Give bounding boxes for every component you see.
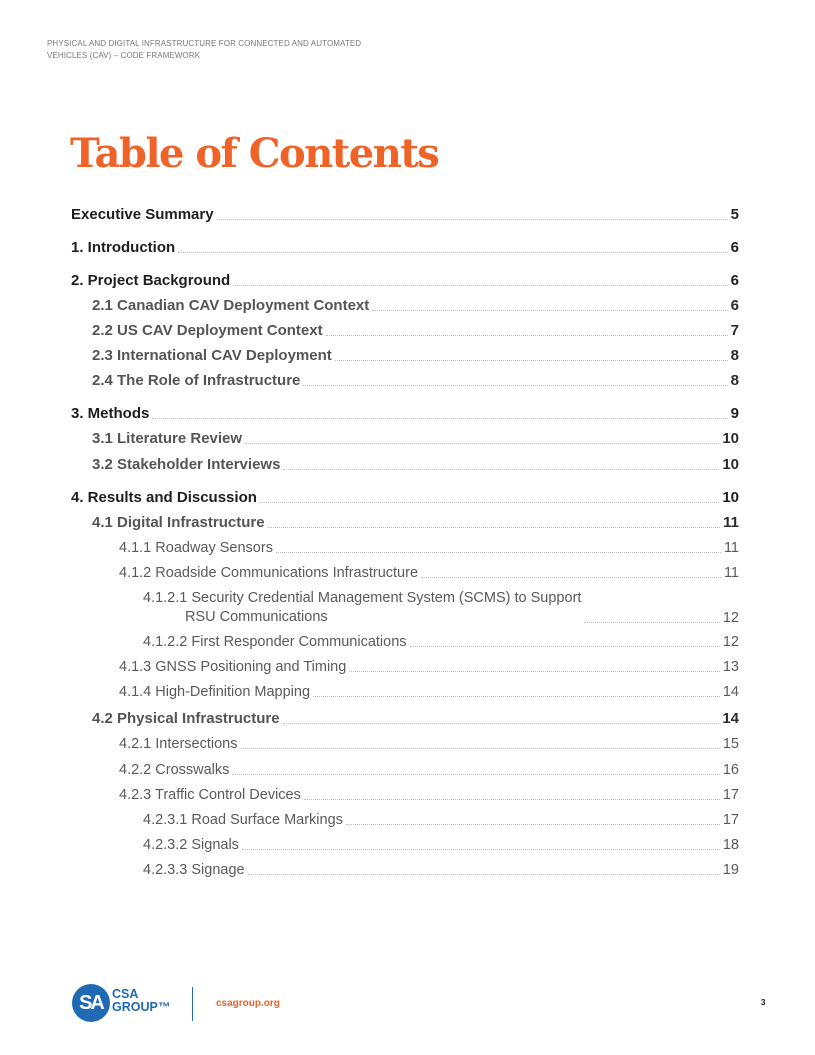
- toc-entry-label: 4.2.2 Crosswalks: [119, 762, 230, 778]
- toc-entry-label: 3. Methods: [71, 405, 150, 422]
- csa-logo-icon: [72, 984, 110, 1022]
- toc-entry-label: 4.1.4 High-Definition Mapping: [119, 684, 311, 700]
- toc-entry-international-cav[interactable]: [71, 347, 739, 365]
- toc-entry-project-background[interactable]: [71, 272, 739, 290]
- csa-group-logo: [72, 984, 172, 1026]
- toc-entry-page: 7: [730, 322, 739, 339]
- website-link[interactable]: csagroup.org: [216, 998, 280, 1009]
- toc-entry-label: 4.1.1 Roadway Sensors: [119, 540, 273, 556]
- toc-entry-page: 14: [722, 684, 739, 700]
- toc-entry-page: 8: [730, 347, 739, 364]
- dot-leader: [326, 334, 728, 336]
- toc-entry-label: [143, 589, 581, 627]
- toc-entry-physical-infrastructure[interactable]: [71, 710, 739, 728]
- toc-entry-label: 3.1 Literature Review: [92, 430, 243, 447]
- toc-entry-results-discussion[interactable]: [71, 489, 739, 507]
- toc-entry-label: 2.1 Canadian CAV Deployment Context: [92, 297, 370, 314]
- toc-entry-label: 3.2 Stakeholder Interviews: [92, 456, 281, 473]
- toc-entry-page: 16: [722, 762, 739, 778]
- toc-entry-page: 10: [722, 430, 739, 447]
- page-number: 3: [761, 998, 766, 1007]
- toc-entry-page: 8: [730, 372, 739, 389]
- dot-leader: [242, 848, 720, 850]
- toc-entry-label: 4.1.3 GNSS Positioning and Timing: [119, 659, 347, 675]
- toc-entry-page: 9: [730, 405, 739, 422]
- toc-entry-intersections[interactable]: [71, 735, 739, 753]
- footer-divider: [192, 987, 193, 1021]
- dot-leader: [276, 551, 721, 553]
- dot-leader: [152, 417, 727, 419]
- dot-leader: [283, 722, 720, 724]
- toc-entry-page: 11: [723, 540, 739, 556]
- toc-entry-label: 2.3 International CAV Deployment: [92, 347, 332, 364]
- toc-entry-page: 13: [722, 659, 739, 675]
- toc-entry-digital-infrastructure[interactable]: [71, 514, 739, 532]
- toc-entry-road-surface-markings[interactable]: [71, 811, 739, 829]
- toc-entry-page: 5: [730, 206, 739, 223]
- dot-leader: [233, 284, 727, 286]
- toc-entry-us-cav[interactable]: [71, 322, 739, 340]
- toc-entry-label: 2. Project Background: [71, 272, 231, 289]
- toc-entry-label: 4.2.3 Traffic Control Devices: [119, 787, 301, 803]
- toc-entry-role-of-infrastructure[interactable]: [71, 372, 739, 390]
- dot-leader: [303, 384, 727, 386]
- dot-leader: [268, 526, 721, 528]
- toc-entry-label: 4.2 Physical Infrastructure: [92, 710, 280, 727]
- dot-leader: [410, 645, 720, 647]
- csa-logo-text-line1: CSA: [112, 987, 139, 1001]
- toc-entry-page: 12: [722, 610, 739, 626]
- running-header: [47, 38, 447, 62]
- toc-entry-signals[interactable]: [71, 836, 739, 854]
- toc-entry-page: 17: [722, 812, 739, 828]
- toc-entry-traffic-control[interactable]: [71, 786, 739, 804]
- toc-entry-label: 1. Introduction: [71, 239, 176, 256]
- toc-entry-page: 11: [723, 514, 739, 531]
- toc-entry-label-line2: RSU Communications: [185, 609, 328, 625]
- toc-entry-roadside-communications[interactable]: [71, 564, 739, 582]
- dot-leader: [313, 695, 720, 697]
- toc-entry-page: 6: [730, 272, 739, 289]
- toc-entry-hd-mapping[interactable]: [71, 683, 739, 701]
- toc-entry-introduction[interactable]: [71, 239, 739, 257]
- toc-entry-label: 4.2.1 Intersections: [119, 736, 238, 752]
- toc-entry-page: 6: [730, 297, 739, 314]
- toc-entry-first-responder[interactable]: [71, 633, 739, 651]
- dot-leader: [248, 873, 720, 875]
- toc-entry-page: 6: [730, 239, 739, 256]
- toc-entry-scms[interactable]: [71, 589, 739, 627]
- toc-entry-page: 14: [722, 710, 739, 727]
- toc-entry-label: 4.2.3.3 Signage: [143, 862, 245, 878]
- dot-leader: [421, 576, 721, 578]
- toc-entry-page: 10: [722, 456, 739, 473]
- toc-entry-label: 4.2.3.1 Road Surface Markings: [143, 812, 343, 828]
- dot-leader: [372, 309, 727, 311]
- toc-entry-page: 15: [722, 736, 739, 752]
- dot-leader: [283, 468, 719, 470]
- toc-entry-label: 4.1.2.2 First Responder Communications: [143, 634, 407, 650]
- toc-entry-label: 4.1 Digital Infrastructure: [92, 514, 265, 531]
- toc-entry-stakeholder-interviews[interactable]: [71, 456, 739, 474]
- csa-logo-text: [112, 988, 170, 1014]
- toc-entry-label: 4.2.3.2 Signals: [143, 837, 239, 853]
- toc-entry-executive-summary[interactable]: [71, 206, 739, 224]
- page-title: Table of Contents: [70, 130, 439, 177]
- dot-leader: [304, 798, 720, 800]
- toc-entry-label: 2.4 The Role of Infrastructure: [92, 372, 301, 389]
- toc-entry-label: 4. Results and Discussion: [71, 489, 257, 506]
- toc-entry-page: 18: [722, 837, 739, 853]
- toc-entry-label-line1: 4.1.2.1 Security Credential Management System (SCMS) to Support: [143, 590, 582, 606]
- toc-entry-crosswalks[interactable]: [71, 761, 739, 779]
- csa-logo-mark: SA: [79, 992, 103, 1014]
- dot-leader: [241, 747, 720, 749]
- toc-entry-label: 2.2 US CAV Deployment Context: [92, 322, 323, 339]
- toc-entry-signage[interactable]: [71, 861, 739, 879]
- dot-leader: [260, 501, 719, 503]
- toc-entry-literature-review[interactable]: [71, 430, 739, 448]
- running-header-line1: PHYSICAL AND DIGITAL INFRASTRUCTURE FOR CONNECTED AND AUTOMATED: [47, 39, 362, 48]
- toc-entry-gnss[interactable]: [71, 658, 739, 676]
- dot-leader: [178, 251, 727, 253]
- dot-leader: [232, 773, 719, 775]
- toc-entry-label: Executive Summary: [71, 206, 214, 223]
- toc-entry-page: 11: [723, 565, 739, 581]
- toc-entry-page: 19: [722, 862, 739, 878]
- toc-entry-label: 4.1.2 Roadside Communications Infrastructure: [119, 565, 419, 581]
- toc-entry-methods[interactable]: [71, 405, 739, 423]
- page-footer: [72, 984, 772, 1026]
- dot-leader: [346, 823, 720, 825]
- dot-leader: [349, 670, 720, 672]
- dot-leader: [584, 621, 719, 623]
- csa-logo-text-line2: GROUP™: [112, 1000, 171, 1014]
- dot-leader: [217, 218, 728, 220]
- toc-entry-page: 17: [722, 787, 739, 803]
- toc-entry-roadway-sensors[interactable]: [71, 539, 739, 557]
- toc-entry-page: 10: [722, 489, 739, 506]
- running-header-line2: VEHICLES (CAV) – CODE FRAMEWORK: [47, 51, 201, 60]
- toc-entry-page: 12: [722, 634, 739, 650]
- toc-entry-canadian-cav[interactable]: [71, 297, 739, 315]
- dot-leader: [335, 359, 728, 361]
- dot-leader: [245, 442, 719, 444]
